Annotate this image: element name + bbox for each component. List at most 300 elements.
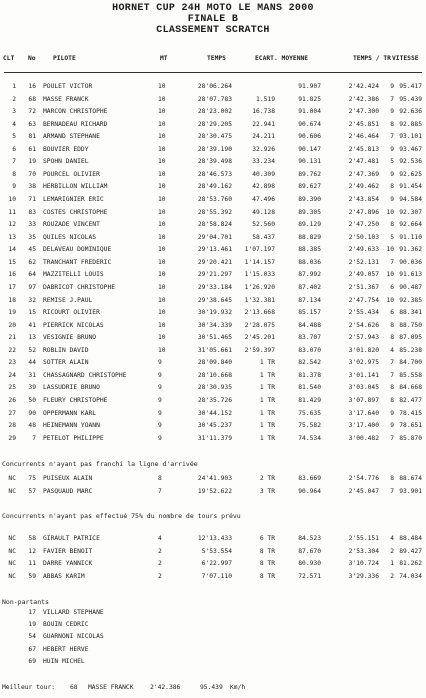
cell-vitesse: 92.536 — [399, 158, 422, 166]
cell-temps: 30'44.152 — [197, 409, 232, 417]
cell-ecart: 22.941 — [252, 120, 275, 128]
cell-temps-tour: 3'01.141 — [348, 371, 379, 379]
cell-no: 32 — [28, 296, 36, 304]
cell-pilote: PIERRICK NICOLAS — [43, 321, 104, 329]
cell-no: 54 — [28, 633, 36, 641]
cell-temps-tour: 3'10.724 — [348, 560, 379, 567]
cell-mt: 2 — [158, 560, 162, 567]
table-row — [0, 410, 426, 419]
cell-vitesse: 78.415 — [399, 409, 422, 417]
cell-mt: 2 — [158, 572, 162, 580]
cell-no: 39 — [28, 384, 36, 392]
cell-pilote: RICOURT OLIVIER — [43, 309, 100, 317]
cell-no: 44 — [28, 359, 36, 367]
cell-clt: 7 — [12, 158, 16, 166]
cell-mt: 10 — [158, 221, 166, 229]
cell-no: 62 — [28, 258, 36, 266]
cell-mt: 10 — [158, 170, 166, 178]
cell-moyenne: 72.571 — [298, 572, 321, 580]
cell-moyenne: 81.540 — [298, 384, 321, 392]
cell-mt: 10 — [158, 283, 166, 291]
cell-mt: 10 — [158, 133, 166, 141]
cell-temps-tour: 2'47.481 — [348, 158, 379, 166]
cell-pilote: GUARNONI NICOLAS — [43, 633, 104, 641]
cell-temps: 28'29.205 — [197, 120, 232, 128]
cell-pilote: DABRICOT CHRISTOPHE — [43, 283, 116, 291]
cell-no: 7 — [32, 434, 36, 442]
cell-temps: 7'07.110 — [201, 572, 232, 580]
cell-tr: 9 — [390, 83, 394, 90]
cell-ecart: 1 TR — [259, 422, 275, 430]
cell-tr: 2 — [390, 547, 394, 555]
cell-vitesse: 87.095 — [399, 334, 422, 342]
table-row — [0, 309, 426, 318]
cell-clt: 16 — [8, 271, 16, 279]
cell-tr: 4 — [390, 346, 394, 354]
non-partants-title: Non-partants — [2, 598, 49, 606]
cell-pilote: GIRAULT PATRICE — [43, 535, 100, 542]
cell-vitesse: 74.034 — [399, 572, 422, 580]
cell-vitesse: 92.385 — [399, 296, 422, 304]
cell-ecart: 1 TR — [259, 409, 275, 417]
cell-temps: 28'09.840 — [197, 359, 232, 367]
cell-pilote: VESIGNIE BRUNO — [43, 334, 97, 342]
cell-temps-tour: 2'45.813 — [348, 145, 379, 153]
cell-clt: 19 — [8, 309, 16, 317]
cell-moyenne: 83.070 — [298, 346, 321, 354]
cell-clt: 24 — [8, 371, 16, 379]
cell-ecart: 6 TR — [259, 535, 275, 542]
cell-vitesse: 84.700 — [399, 359, 422, 367]
cell-mt: 10 — [158, 158, 166, 166]
cell-pilote: TRANCHANT FREDERIC — [43, 258, 112, 266]
cell-ecart: 1'26.920 — [244, 283, 275, 291]
cell-tr: 10 — [386, 271, 394, 279]
table-row — [0, 475, 426, 484]
cell-no: 61 — [28, 145, 36, 153]
cell-no: 81 — [28, 133, 36, 141]
cell-tr: 8 — [390, 120, 394, 128]
cell-temps: 29'21.297 — [197, 271, 232, 279]
cell-no: 17 — [28, 609, 36, 616]
cell-moyenne: 80.930 — [298, 560, 321, 567]
cell-no: 90 — [28, 409, 36, 417]
cell-pilote: ROBLIN DAVID — [43, 346, 89, 354]
table-row — [0, 284, 426, 293]
table-row — [0, 171, 426, 180]
cell-temps: 29'33.184 — [197, 283, 232, 291]
cell-mt: 4 — [158, 535, 162, 542]
cell-vitesse: 89.427 — [399, 547, 422, 555]
cell-pilote: FLEURY CHRISTOPHE — [43, 397, 108, 404]
table-row — [0, 435, 426, 444]
cell-tr: 8 — [390, 475, 394, 482]
table-row — [0, 83, 426, 92]
cell-temps-tour: 3'29.336 — [348, 572, 379, 580]
col-clt: CLT — [3, 55, 15, 62]
table-row — [0, 322, 426, 331]
cell-moyenne: 81.378 — [298, 371, 321, 379]
table-row — [0, 246, 426, 255]
cell-moyenne: 87.134 — [298, 296, 321, 304]
cell-temps: 28'46.573 — [197, 170, 232, 178]
cell-clt: 5 — [12, 133, 16, 141]
best-lap-speed: 95.439 — [200, 684, 223, 691]
table-row — [0, 359, 426, 368]
cell-pilote: PASQUAUD MARC — [43, 487, 93, 495]
cell-mt: 7 — [158, 487, 162, 495]
cell-ecart: 2'13.668 — [244, 309, 275, 317]
cell-moyenne: 87.670 — [298, 547, 321, 555]
cell-clt: 29 — [8, 434, 16, 442]
cell-moyenne: 90.964 — [298, 487, 321, 495]
cell-temps-tour: 2'47.754 — [348, 296, 379, 304]
cell-clt: 14 — [8, 246, 16, 254]
cell-temps: 30'34.339 — [197, 321, 232, 329]
cell-no: 13 — [28, 334, 36, 342]
cell-ecart: 40.309 — [252, 170, 275, 178]
cell-ecart: 1 TR — [259, 371, 275, 379]
cell-temps-tour: 3'17.400 — [348, 422, 379, 430]
cell-pilote: ABBAS KARIM — [43, 572, 85, 580]
cell-ecart: 49.128 — [252, 208, 275, 216]
cell-mt: 9 — [158, 384, 162, 392]
cell-ecart: 58.437 — [252, 233, 275, 241]
cell-no: 64 — [28, 271, 36, 279]
table-row — [0, 334, 426, 343]
cell-tr: 7 — [390, 371, 394, 379]
cell-vitesse: 92.636 — [399, 108, 422, 116]
cell-tr: 7 — [390, 359, 394, 367]
cell-vitesse: 85.238 — [399, 346, 422, 354]
table-row — [0, 609, 426, 618]
cell-clt: 15 — [8, 258, 16, 266]
cell-vitesse: 85.870 — [399, 434, 422, 442]
cell-temps-tour: 2'53.304 — [348, 547, 379, 555]
table-row — [0, 384, 426, 393]
cell-no: 19 — [28, 621, 36, 629]
cell-no: 67 — [28, 645, 36, 653]
best-lap-footer — [0, 684, 426, 693]
cell-temps: 28'49.162 — [197, 183, 232, 191]
table-row — [0, 234, 426, 243]
cell-temps: 28'55.392 — [197, 208, 232, 216]
cell-ecart: 1'15.033 — [244, 271, 275, 279]
table-row — [0, 259, 426, 268]
cell-moyenne: 84.488 — [298, 321, 321, 329]
cell-clt: 20 — [8, 321, 16, 329]
cell-temps-tour: 2'57.943 — [348, 334, 379, 342]
cell-tr: 9 — [390, 422, 394, 430]
cell-moyenne: 82.542 — [298, 359, 321, 367]
cell-moyenne: 90.674 — [298, 120, 321, 128]
cell-ecart: 1 TR — [259, 359, 275, 367]
cell-mt: 10 — [158, 108, 166, 116]
cell-mt: 10 — [158, 233, 166, 241]
race-title: FINALE B — [187, 14, 239, 25]
cell-pilote: MAZZITELLI LOUIS — [43, 271, 104, 279]
cell-tr: 5 — [390, 158, 394, 166]
cell-pilote: BOUVIER EDDY — [43, 145, 89, 153]
cell-clt: 13 — [8, 233, 16, 241]
ranking-title: CLASSEMENT SCRATCH — [156, 25, 270, 36]
cell-pilote: HERBILLON WILLIAM — [43, 183, 108, 191]
cell-clt: 6 — [12, 145, 16, 153]
cell-temps: 28'58.824 — [197, 221, 232, 229]
cell-mt: 10 — [158, 246, 166, 254]
cell-temps-tour: 3'03.045 — [348, 384, 379, 392]
cell-no: 71 — [28, 196, 36, 204]
cell-temps-tour: 2'47.369 — [348, 170, 379, 178]
cell-tr: 9 — [390, 196, 394, 204]
cell-clt: NC — [8, 487, 16, 495]
cell-no: 41 — [28, 321, 36, 329]
cell-ecart: 1'07.197 — [244, 246, 275, 254]
cell-no: 31 — [28, 371, 36, 379]
cell-vitesse: 88.750 — [399, 321, 422, 329]
cell-temps: 19'52.622 — [197, 487, 232, 495]
table-row — [0, 535, 426, 544]
cell-pilote: POURCEL OLIVIER — [43, 170, 100, 178]
cell-ecart: 8 TR — [259, 560, 275, 567]
cell-mt: 9 — [158, 409, 162, 417]
cell-vitesse: 95.417 — [399, 83, 422, 90]
cell-mt: 10 — [158, 196, 166, 204]
cell-temps-tour: 3'00.482 — [348, 434, 379, 442]
cell-vitesse: 78.651 — [399, 422, 422, 430]
cell-ecart: 16.738 — [252, 108, 275, 116]
cell-mt: 10 — [158, 145, 166, 153]
cell-temps: 29'20.421 — [197, 258, 232, 266]
cell-mt: 9 — [158, 371, 162, 379]
cell-ecart: 2 TR — [259, 475, 275, 482]
cell-moyenne: 91.825 — [298, 95, 321, 103]
cell-tr: 7 — [390, 133, 394, 141]
cell-tr: 8 — [390, 397, 394, 404]
cell-no: 11 — [28, 560, 36, 567]
cell-temps: 31'11.379 — [197, 434, 232, 442]
cell-tr: 8 — [390, 321, 394, 329]
cell-no: 57 — [28, 487, 36, 495]
cell-vitesse: 95.439 — [399, 95, 422, 103]
cell-ecart: 2'28.075 — [244, 321, 275, 329]
cell-mt: 10 — [158, 208, 166, 216]
cell-vitesse: 81.262 — [399, 560, 422, 567]
cell-clt: NC — [8, 475, 16, 482]
cell-tr: 8 — [390, 183, 394, 191]
cell-vitesse: 94.584 — [399, 196, 422, 204]
cell-ecart: 42.898 — [252, 183, 275, 191]
cell-clt: 4 — [12, 120, 16, 128]
cell-clt: 18 — [8, 296, 16, 304]
cell-ecart: 33.234 — [252, 158, 275, 166]
cell-moyenne: 89.129 — [298, 221, 321, 229]
cell-clt: 26 — [8, 397, 16, 404]
cell-vitesse: 88.674 — [399, 475, 422, 482]
cell-no: 83 — [28, 208, 36, 216]
cell-pilote: LEMARIGNIER ERIC — [43, 196, 104, 204]
cell-no: 70 — [28, 170, 36, 178]
cell-no: 58 — [28, 535, 36, 542]
cell-pilote: VILLARD STEPHANE — [43, 609, 104, 616]
cell-no: 68 — [28, 95, 36, 103]
cell-tr: 7 — [390, 95, 394, 103]
cell-temps-tour: 2'42.424 — [348, 83, 379, 90]
cell-vitesse: 92.885 — [399, 120, 422, 128]
cell-pilote: ROUZADE VINCENT — [43, 221, 100, 229]
cell-tr: 8 — [390, 221, 394, 229]
col-vitesse: VITESSE — [392, 55, 419, 62]
cell-pilote: QUILES NICOLAS — [43, 233, 97, 241]
table-row — [0, 221, 426, 230]
cell-temps: 28'30.475 — [197, 133, 232, 141]
cell-pilote: LASSUDRIE BRUNO — [43, 384, 100, 392]
cell-ecart: 1'14.157 — [244, 258, 275, 266]
cell-clt: NC — [8, 572, 16, 580]
cell-pilote: DELAVEAU DOMINIQUE — [43, 246, 112, 254]
cell-no: 72 — [28, 108, 36, 116]
cell-ecart: 52.560 — [252, 221, 275, 229]
cell-tr: 4 — [390, 535, 394, 542]
cell-temps-tour: 2'47.250 — [348, 221, 379, 229]
cell-temps-tour: 2'55.434 — [348, 309, 379, 317]
cell-temps: 28'30.935 — [197, 384, 232, 392]
cell-temps-tour: 2'49.057 — [348, 271, 379, 279]
not-finished-title: Concurrents n'ayant pas franchi la ligne d'arrivée — [2, 460, 198, 468]
table-row — [0, 621, 426, 630]
cell-tr: 1 — [390, 560, 394, 567]
cell-tr: 10 — [386, 246, 394, 254]
cell-temps: 28'10.668 — [197, 371, 232, 379]
cell-pilote: OPPERMANN KARL — [43, 409, 97, 417]
cell-pilote: MASSE FRANCK — [43, 95, 89, 103]
cell-ecart: 8 TR — [259, 572, 275, 580]
col-mt: MT — [160, 55, 168, 62]
cell-clt: 10 — [8, 196, 16, 204]
cell-moyenne: 88.829 — [298, 233, 321, 241]
cell-pilote: BOUIN CEDRIC — [43, 621, 89, 629]
cell-temps: 28'35.726 — [197, 397, 232, 404]
cell-vitesse: 92.307 — [399, 208, 422, 216]
cell-moyenne: 87.402 — [298, 283, 321, 291]
not-75-title: Concurrents n'ayant pas effectué 75% du nombre de tours prévu — [2, 512, 241, 520]
table-row — [0, 121, 426, 130]
cell-pilote: REMISE J.PAUL — [43, 296, 93, 304]
table-row — [0, 573, 426, 582]
table-row — [0, 158, 426, 167]
cell-no: 97 — [28, 283, 36, 291]
cell-vitesse: 91.454 — [399, 183, 422, 191]
table-row — [0, 633, 426, 642]
cell-clt: NC — [8, 560, 16, 567]
cell-temps-tour: 2'49.462 — [348, 183, 379, 191]
cell-pilote: HEBERT HERVE — [43, 645, 89, 653]
cell-ecart: 3 TR — [259, 487, 275, 495]
cell-mt: 10 — [158, 309, 166, 317]
cell-vitesse: 90.487 — [399, 283, 422, 291]
cell-vitesse: 85.558 — [399, 371, 422, 379]
cell-temps: 29'38.645 — [197, 296, 232, 304]
cell-temps-tour: 2'52.131 — [348, 258, 379, 266]
cell-tr: 2 — [390, 572, 394, 580]
table-row — [0, 271, 426, 280]
cell-temps-tour: 2'45.047 — [348, 487, 379, 495]
cell-no: 59 — [28, 572, 36, 580]
cell-vitesse: 82.477 — [399, 397, 422, 404]
cell-moyenne: 91.004 — [298, 108, 321, 116]
cell-no: 48 — [28, 422, 36, 430]
table-row — [0, 658, 426, 667]
cell-no: 12 — [28, 547, 36, 555]
cell-clt: 2 — [12, 95, 16, 103]
header-rule — [4, 72, 422, 73]
cell-clt: 23 — [8, 359, 16, 367]
cell-ecart: 1 TR — [259, 434, 275, 442]
cell-mt: 10 — [158, 83, 166, 90]
cell-clt: NC — [8, 547, 16, 555]
cell-tr: 10 — [386, 208, 394, 216]
cell-ecart: 1 TR — [259, 397, 275, 404]
cell-pilote: PUISEUX ALAIN — [43, 475, 93, 482]
cell-ecart: 2'45.201 — [244, 334, 275, 342]
cell-mt: 10 — [158, 120, 166, 128]
table-row — [0, 560, 426, 569]
cell-temps: 29'13.461 — [197, 246, 232, 254]
cell-moyenne: 83.669 — [298, 475, 321, 482]
cell-temps: 31'05.661 — [197, 346, 232, 354]
cell-mt: 8 — [158, 475, 162, 482]
cell-moyenne: 88.385 — [298, 246, 321, 254]
event-title: HORNET CUP 24H MOTO LE MANS 2000 — [112, 3, 314, 14]
cell-temps: 30'19.932 — [197, 309, 232, 317]
table-row — [0, 372, 426, 381]
cell-clt: 27 — [8, 409, 16, 417]
cell-vitesse: 90.036 — [399, 258, 422, 266]
cell-clt: NC — [8, 535, 16, 542]
table-row — [0, 196, 426, 205]
cell-temps-tour: 2'54.626 — [348, 321, 379, 329]
cell-ecart: 24.211 — [252, 133, 275, 141]
cell-temps: 6'22.997 — [201, 560, 232, 567]
cell-pilote: POULET VICTOR — [43, 83, 93, 90]
cell-no: 75 — [28, 475, 36, 482]
cell-mt: 9 — [158, 422, 162, 430]
cell-tr: 9 — [390, 108, 394, 116]
cell-vitesse: 92.664 — [399, 221, 422, 229]
cell-no: 52 — [28, 346, 36, 354]
cell-vitesse: 91.613 — [399, 271, 422, 279]
cell-pilote: FAVIER BENOIT — [43, 547, 93, 555]
cell-temps: 24'41.903 — [197, 475, 232, 482]
cell-temps-tour: 2'47.300 — [348, 108, 379, 116]
table-row — [0, 209, 426, 218]
cell-vitesse: 91.110 — [399, 233, 422, 241]
cell-vitesse: 93.901 — [399, 487, 422, 495]
cell-mt: 9 — [158, 434, 162, 442]
cell-pilote: SPOHN DANIEL — [43, 158, 89, 166]
cell-mt: 10 — [158, 95, 166, 103]
table-row — [0, 96, 426, 105]
cell-moyenne: 88.036 — [298, 258, 321, 266]
best-lap-time: 2'42.386 — [150, 684, 181, 691]
cell-clt: 12 — [8, 221, 16, 229]
cell-tr: 8 — [390, 334, 394, 342]
cell-pilote: MARCON CHRISTOPHE — [43, 108, 108, 116]
cell-temps-tour: 3'07.897 — [348, 397, 379, 404]
cell-vitesse: 93.101 — [399, 133, 422, 141]
cell-temps: 12'13.433 — [197, 535, 232, 542]
cell-mt: 2 — [158, 547, 162, 555]
